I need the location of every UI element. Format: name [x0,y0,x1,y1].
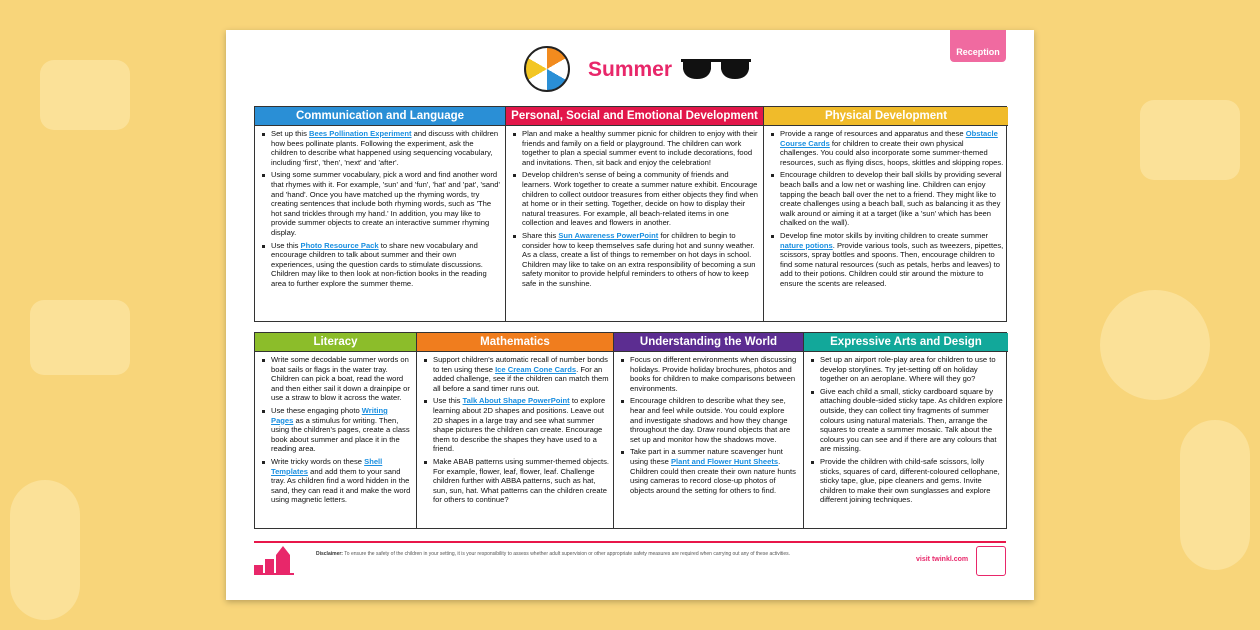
quality-seal-icon [976,546,1006,576]
activity-item [770,129,1004,167]
activity-list [614,352,803,498]
activity-text: Plan and make a healthy summer picnic for children to enjoy with their friends and family on a field or playground. The children can work together to plan a special summer event to include decorations, food and invitations. Then, sit back and enjoy the celebration! [522,129,758,167]
activity-text: Give each child a small, sticky cardboard square by attaching double-sided sticky tape. As children explore outside, they can collect tiny fragments of summer colours using natural materials. Then, arrange the squares to create a summer mosaic. Talk about the colours you can see and if there are any colours that are missing. [820,386,1003,454]
resource-link[interactable]: Talk About Shape PowerPoint [462,396,570,406]
activity-text: and discuss with children how bees pollinate plants. Following the experiment, ask the children to describe what happened using sequencing vocabulary, including 'first', 'then', 'next' and 'after'. [271,129,499,167]
activity-text: Develop children's sense of being a community of friends and learners. Work together to create a summer nature exhibit. Encourage children to collect outdoor treasures from either objects they find when at home or in their setting. Together, decide on how to display their natural treasures. For example, all beach-related items in one collection and leaves and flowers in another. [522,170,758,228]
activity-item [620,355,799,393]
activity-text: Use these engaging photo [271,405,362,415]
activity-item [620,396,799,444]
activity-item [810,355,1004,384]
activity-item [261,457,412,505]
section-psed [506,107,764,321]
bg-camera-shape [40,60,130,130]
resource-link[interactable]: Photo Resource Pack [300,240,379,250]
activity-text: Set up this [271,129,309,138]
activity-item [810,387,1004,454]
disclaimer [316,551,790,557]
activity-list [506,126,763,292]
activity-item [261,355,412,403]
section-communication [255,107,506,321]
resource-link[interactable]: Bees Pollination Experiment [309,129,412,138]
section-heading: Literacy [255,333,416,352]
activity-item [423,355,609,393]
visit-twinkl-link[interactable]: visit twinkl.com [916,556,969,563]
activity-text: as a stimulus for writing. Then, using the children's pages, create a class book about summer and place it in the reading area. [271,415,410,454]
section-heading: Expressive Arts and Design [804,333,1008,352]
activity-list [764,126,1008,292]
section-maths [417,333,614,528]
activity-item [261,241,501,289]
bg-camera-shape [30,300,130,375]
section-heading: Personal, Social and Emotional Development [506,107,763,126]
activity-text: . Provide various tools, such as tweezers, pipettes, scissors, spray bottles and spoons. Then, encourage children to find some natural resources (such as petals, herbs and leaves) to add to their potions. Children could stir around the mixture to ensure the scents are released. [780,240,1004,288]
resource-link[interactable]: Ice Cream Cone Cards [495,364,577,374]
resource-link[interactable]: Sun Awareness PowerPoint [558,230,659,240]
section-heading: Communication and Language [255,107,505,126]
activity-text: Focus on different environments when discussing holidays. Provide holiday brochures, photos and books for children to make comparisons between environments. [630,355,797,393]
bg-icecream-shape [10,480,80,620]
resource-link[interactable]: Writing Pages [271,405,388,425]
activity-text: Support children's automatic recall of number bonds to ten using these [433,355,608,374]
activity-text: Share this [522,230,559,240]
activity-text: Make ABAB patterns using summer-themed objects. For example, flower, leaf, flower, leaf. Challenge children further with ABBA patterns, such as hat, sun, sun, hat. What patterns can the children create for others to continue? [433,456,610,505]
beach-ball-icon [524,46,570,92]
resource-link[interactable]: Obstacle Course Cards [780,129,998,148]
disclaimer-label: Disclaimer: [316,551,343,557]
activity-item [423,457,609,505]
activity-list [255,352,416,508]
planning-document [226,30,1034,600]
activity-text: Set up an airport role-play area for children to use to develop storylines. Try jet-setting off on holiday together on an aeroplane. Where will they go? [820,355,996,384]
section-literacy [255,333,417,528]
activity-text: Provide the children with child-safe scissors, lolly sticks, squares of card, different-coloured cellophane, sticky tape, glue, pipe cleaners and gems. Invite children to make their own sunglasses and explore different joining techniques. [820,456,1000,505]
activity-text: and add them to your sand tray. As children find a word hidden in the sand, they can read it and make the word using magnetic letters. [271,466,411,505]
activity-item [261,170,501,237]
activity-text: to share new vocabulary and encourage children to talk about summer and their own experiences, using the question cards to stimulate discussions. Children may like to then look at non-fiction books in the reading area to further explore the summer theme. [271,240,487,288]
twinkl-castle-logo [254,545,294,575]
bottom-sections-table [254,332,1007,529]
activity-item [620,447,799,495]
activity-text: Take part in a summer nature scavenger hunt using these [630,447,783,466]
activity-text: for children to create their own physical challenges. You could also incorporate some summer-themed resources, such as flying discs, hoops, skittles and skipping ropes. [780,138,1004,167]
activity-text: Encourage children to develop their ball skills by providing several beach balls and a low net or washing line. Children can enjoy tapping the beach ball over the net to a friend. They might like to create challenges using a beach ball, such as balancing it as they walk around or aiming it at a target (like a 'sun' which has been chalked on the wall). [780,170,1002,228]
sunglasses-icon [681,58,751,80]
activity-text: to explore learning about 2D shapes and positions. Leave out 2D shapes in a large tray and see what summer shape pictures the children can create. Encourage them to describe the shapes they have used to a friend. [433,396,606,454]
bg-camera-shape [1140,100,1240,180]
section-arts [804,333,1008,528]
activity-list [417,352,613,508]
footer-divider [254,541,1006,543]
activity-item [770,170,1004,228]
section-world [614,333,804,528]
activity-text: Write some decodable summer words on boat sails or flags in the water tray. Children can pick a boat, read the word and then either sail it down a drainpipe or use a straw to blow it across the water. [271,355,410,403]
activity-item [261,406,412,454]
activity-text: Encourage children to describe what they see, hear and feel while outside. You could explore and investigate shadows and how they change throughout the day. Draw round objects that are set up and monitor how the shadows move. [630,396,791,444]
activity-text: for children to begin to consider how to keep themselves safe during hot and sunny weather. As a class, create a list of things to remember on hot days in school. Children may like to take on an extra responsibility of becoming a sun safety monitor to provide helpful reminders to others of how to keep safe in the sunshine. [522,230,756,288]
resource-link[interactable]: nature potions [780,240,833,250]
activity-item [261,129,501,167]
bg-ball-shape [1100,290,1210,400]
bg-icecream-shape [1180,420,1250,570]
activity-text: Using some summer vocabulary, pick a word and find another word that rhymes with it. For example, 'sun' and 'fun', 'hat' and 'pat', 'sand' and 'hand'. Once you have matched up the rhyming words, try creating sentences that include both rhyming words, such as 'The hot sand trickles through my hand.' In addition, you may like to provide summer objects to create an interactive summer rhyming display. [271,170,500,237]
activity-text: Use this [271,240,301,250]
resource-link[interactable]: Shell Templates [271,456,383,476]
activity-text: Develop fine motor skills by inviting children to create summer [780,230,989,240]
activity-item [770,231,1004,289]
section-physical [764,107,1008,321]
activity-text: Write tricky words on these [271,456,365,466]
activity-item [512,231,759,289]
activity-text: Provide a range of resources and apparatus and these [780,129,966,138]
activity-item [512,170,759,228]
section-heading: Understanding the World [614,333,803,352]
activity-text: . For an added challenge, see if the children can match them all before a sand timer runs out. [433,364,609,393]
activity-text: . Children could then create their own nature hunts using cameras to record close-up photos of objects around the setting for others to find. [630,456,796,495]
activity-item [423,396,609,454]
activity-list [804,352,1008,508]
resource-link[interactable]: Plant and Flower Hunt Sheets [670,456,779,466]
section-heading: Physical Development [764,107,1008,126]
page-title: Summer [588,58,673,81]
activity-item [810,457,1004,505]
section-heading: Mathematics [417,333,613,352]
activity-list [255,126,505,292]
activity-item [512,129,759,167]
top-sections-table [254,106,1007,322]
disclaimer-text: To ensure the safety of the children in your setting, it is your responsibility to assess whether adult supervision or other appropriate safety measures are required when carrying out any of these activities. [342,551,791,557]
age-badge: Reception [950,30,1006,62]
activity-text: Use this [433,396,463,406]
